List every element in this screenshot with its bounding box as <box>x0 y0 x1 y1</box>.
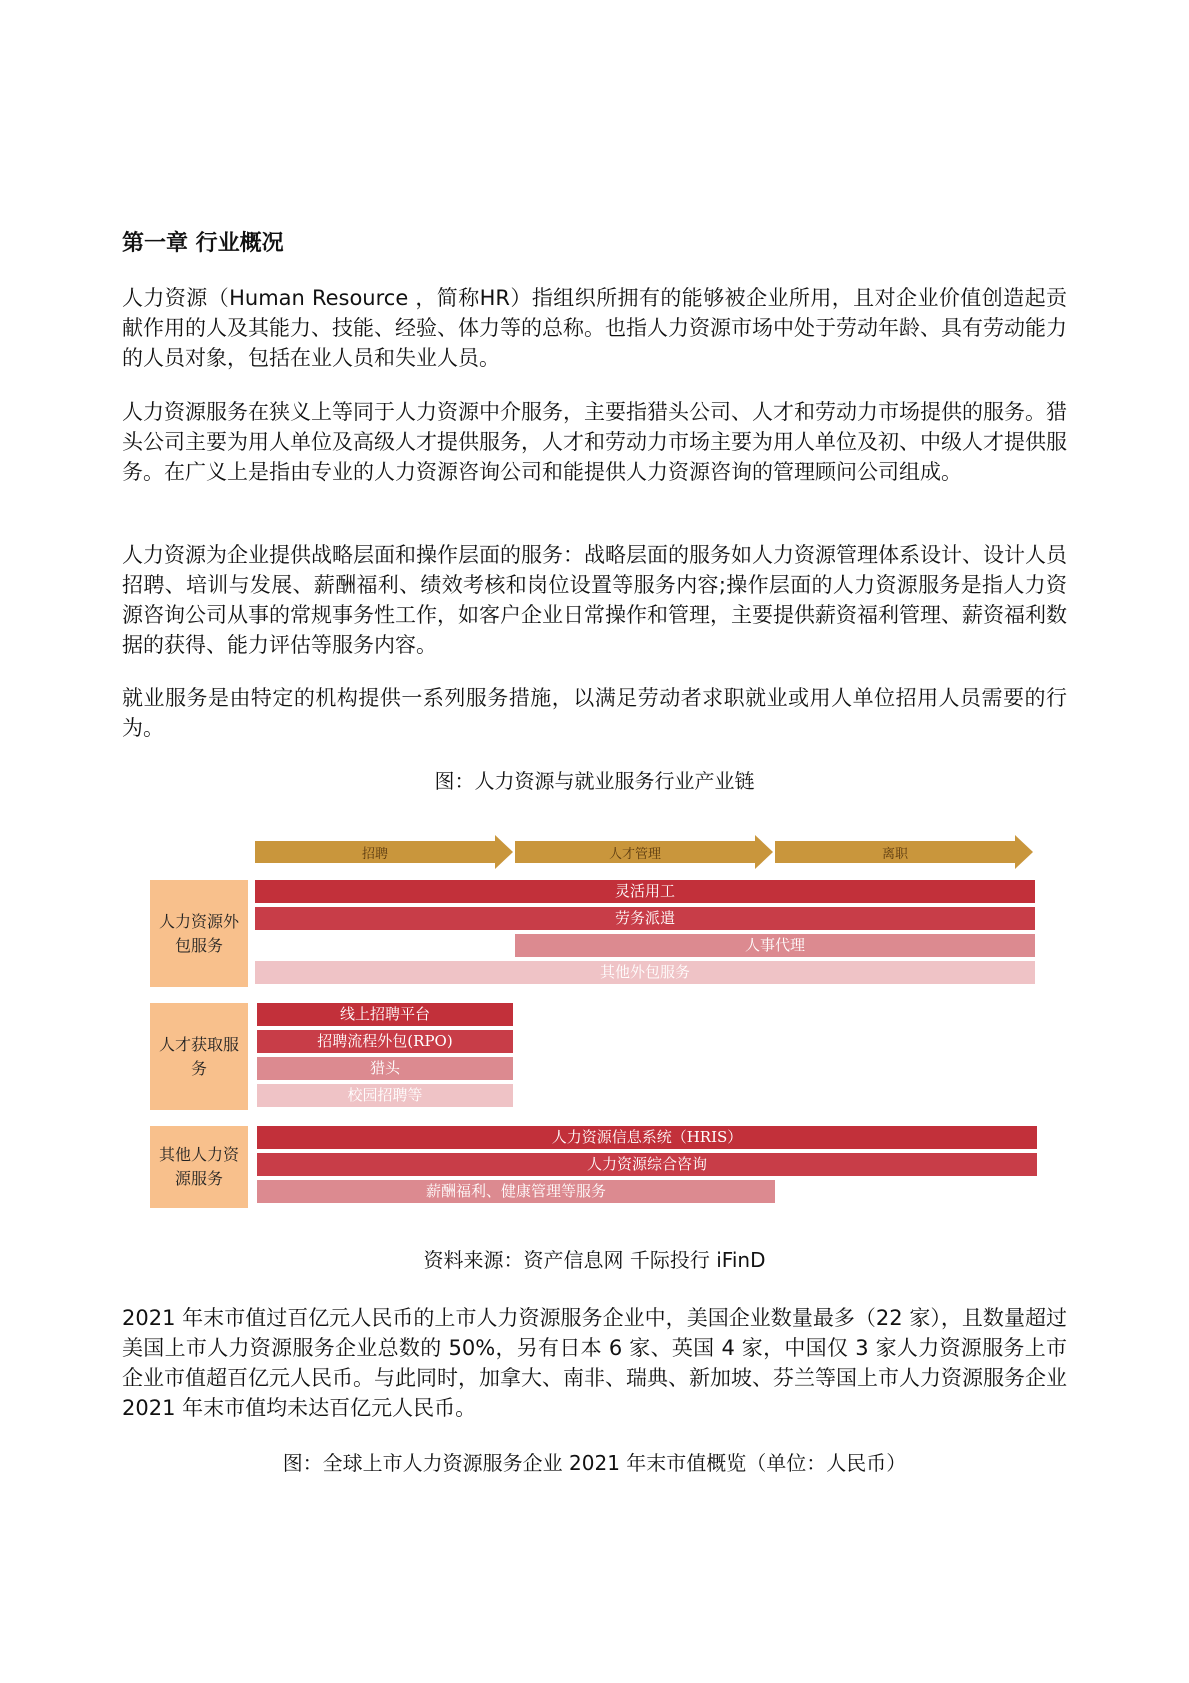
group-label: 人才获取服务 <box>150 1003 248 1110</box>
stage-label: 招聘 <box>361 847 388 862</box>
service-bar: 人事代理 <box>515 934 1035 957</box>
figure-source: 资料来源：资产信息网 千际投行 iFinD <box>423 1248 766 1272</box>
service-bar: 薪酬福利、健康管理等服务 <box>257 1180 775 1203</box>
chapter-heading: 第一章 行业概况 <box>122 231 284 256</box>
group-label: 其他人力资源服务 <box>150 1126 248 1208</box>
service-bar: 线上招聘平台 <box>257 1003 513 1026</box>
stage-label: 人才管理 <box>608 847 661 862</box>
service-bar: 招聘流程外包(RPO) <box>257 1030 513 1053</box>
stage-arrow <box>775 835 1033 869</box>
service-bar: 劳务派遣 <box>255 907 1035 930</box>
service-bar: 校园招聘等 <box>257 1084 513 1107</box>
service-bar: 灵活用工 <box>255 880 1035 903</box>
paragraph: 2021 年末市值过百亿元人民币的上市人力资源服务企业中，美国企业数量最多（22 家），且数量超过美国上市人力资源服务企业总数的 50%，另有日本 6 家、英国 4 家，中国仅 3 家人力资源服务上市企业市值超百亿元人民币。与此同时，加拿大、南非、瑞典、新加坡、芬兰等国上市人力资源服务企业 2021 年末市值均未达百亿元人民币。 <box>122 1306 1067 1420</box>
service-bar: 其他外包服务 <box>255 961 1035 984</box>
paragraph: 人力资源服务在狭义上等同于人力资源中介服务，主要指猎头公司、人才和劳动力市场提供的服务。猎头公司主要为用人单位及高级人才提供服务，人才和劳动力市场主要为用人单位及初、中级人才提供服务。在广义上是指由专业的人力资源咨询公司和能提供人力资源咨询的管理顾问公司组成。 <box>122 400 1067 484</box>
service-bar: 猎头 <box>257 1057 513 1080</box>
paragraph: 人力资源（Human Resource ，简称HR）指组织所拥有的能够被企业所用，且对企业价值创造起贡献作用的人及其能力、技能、经验、体力等的总称。也指人力资源市场中处于劳动年龄、具有劳动能力的人员对象，包括在业人员和失业人员。 <box>122 286 1067 370</box>
service-bar: 人力资源信息系统（HRIS） <box>257 1126 1037 1149</box>
paragraph: 人力资源为企业提供战略层面和操作层面的服务：战略层面的服务如人力资源管理体系设计、设计人员招聘、培训与发展、薪酬福利、绩效考核和岗位设置等服务内容;操作层面的人力资源服务是指人力资源咨询公司从事的常规事务性工作，如客户企业日常操作和管理，主要提供薪资福利管理、薪资福利数据的获得、能力评估等服务内容。 <box>122 543 1067 657</box>
stage-arrow <box>255 835 513 869</box>
stage-label: 离职 <box>881 847 908 862</box>
industry-chain-diagram <box>150 828 1045 1218</box>
paragraph: 就业服务是由特定的机构提供一系列服务措施，以满足劳动者求职就业或用人单位招用人员需要的行为。 <box>122 686 1067 740</box>
service-bar: 人力资源综合咨询 <box>257 1153 1037 1176</box>
figure-caption: 图：人力资源与就业服务行业产业链 <box>434 769 755 793</box>
figure-caption: 图：全球上市人力资源服务企业 2021 年末市值概览（单位：人民币） <box>282 1451 907 1475</box>
group-label: 人力资源外包服务 <box>150 880 248 987</box>
stage-arrow <box>515 835 773 869</box>
